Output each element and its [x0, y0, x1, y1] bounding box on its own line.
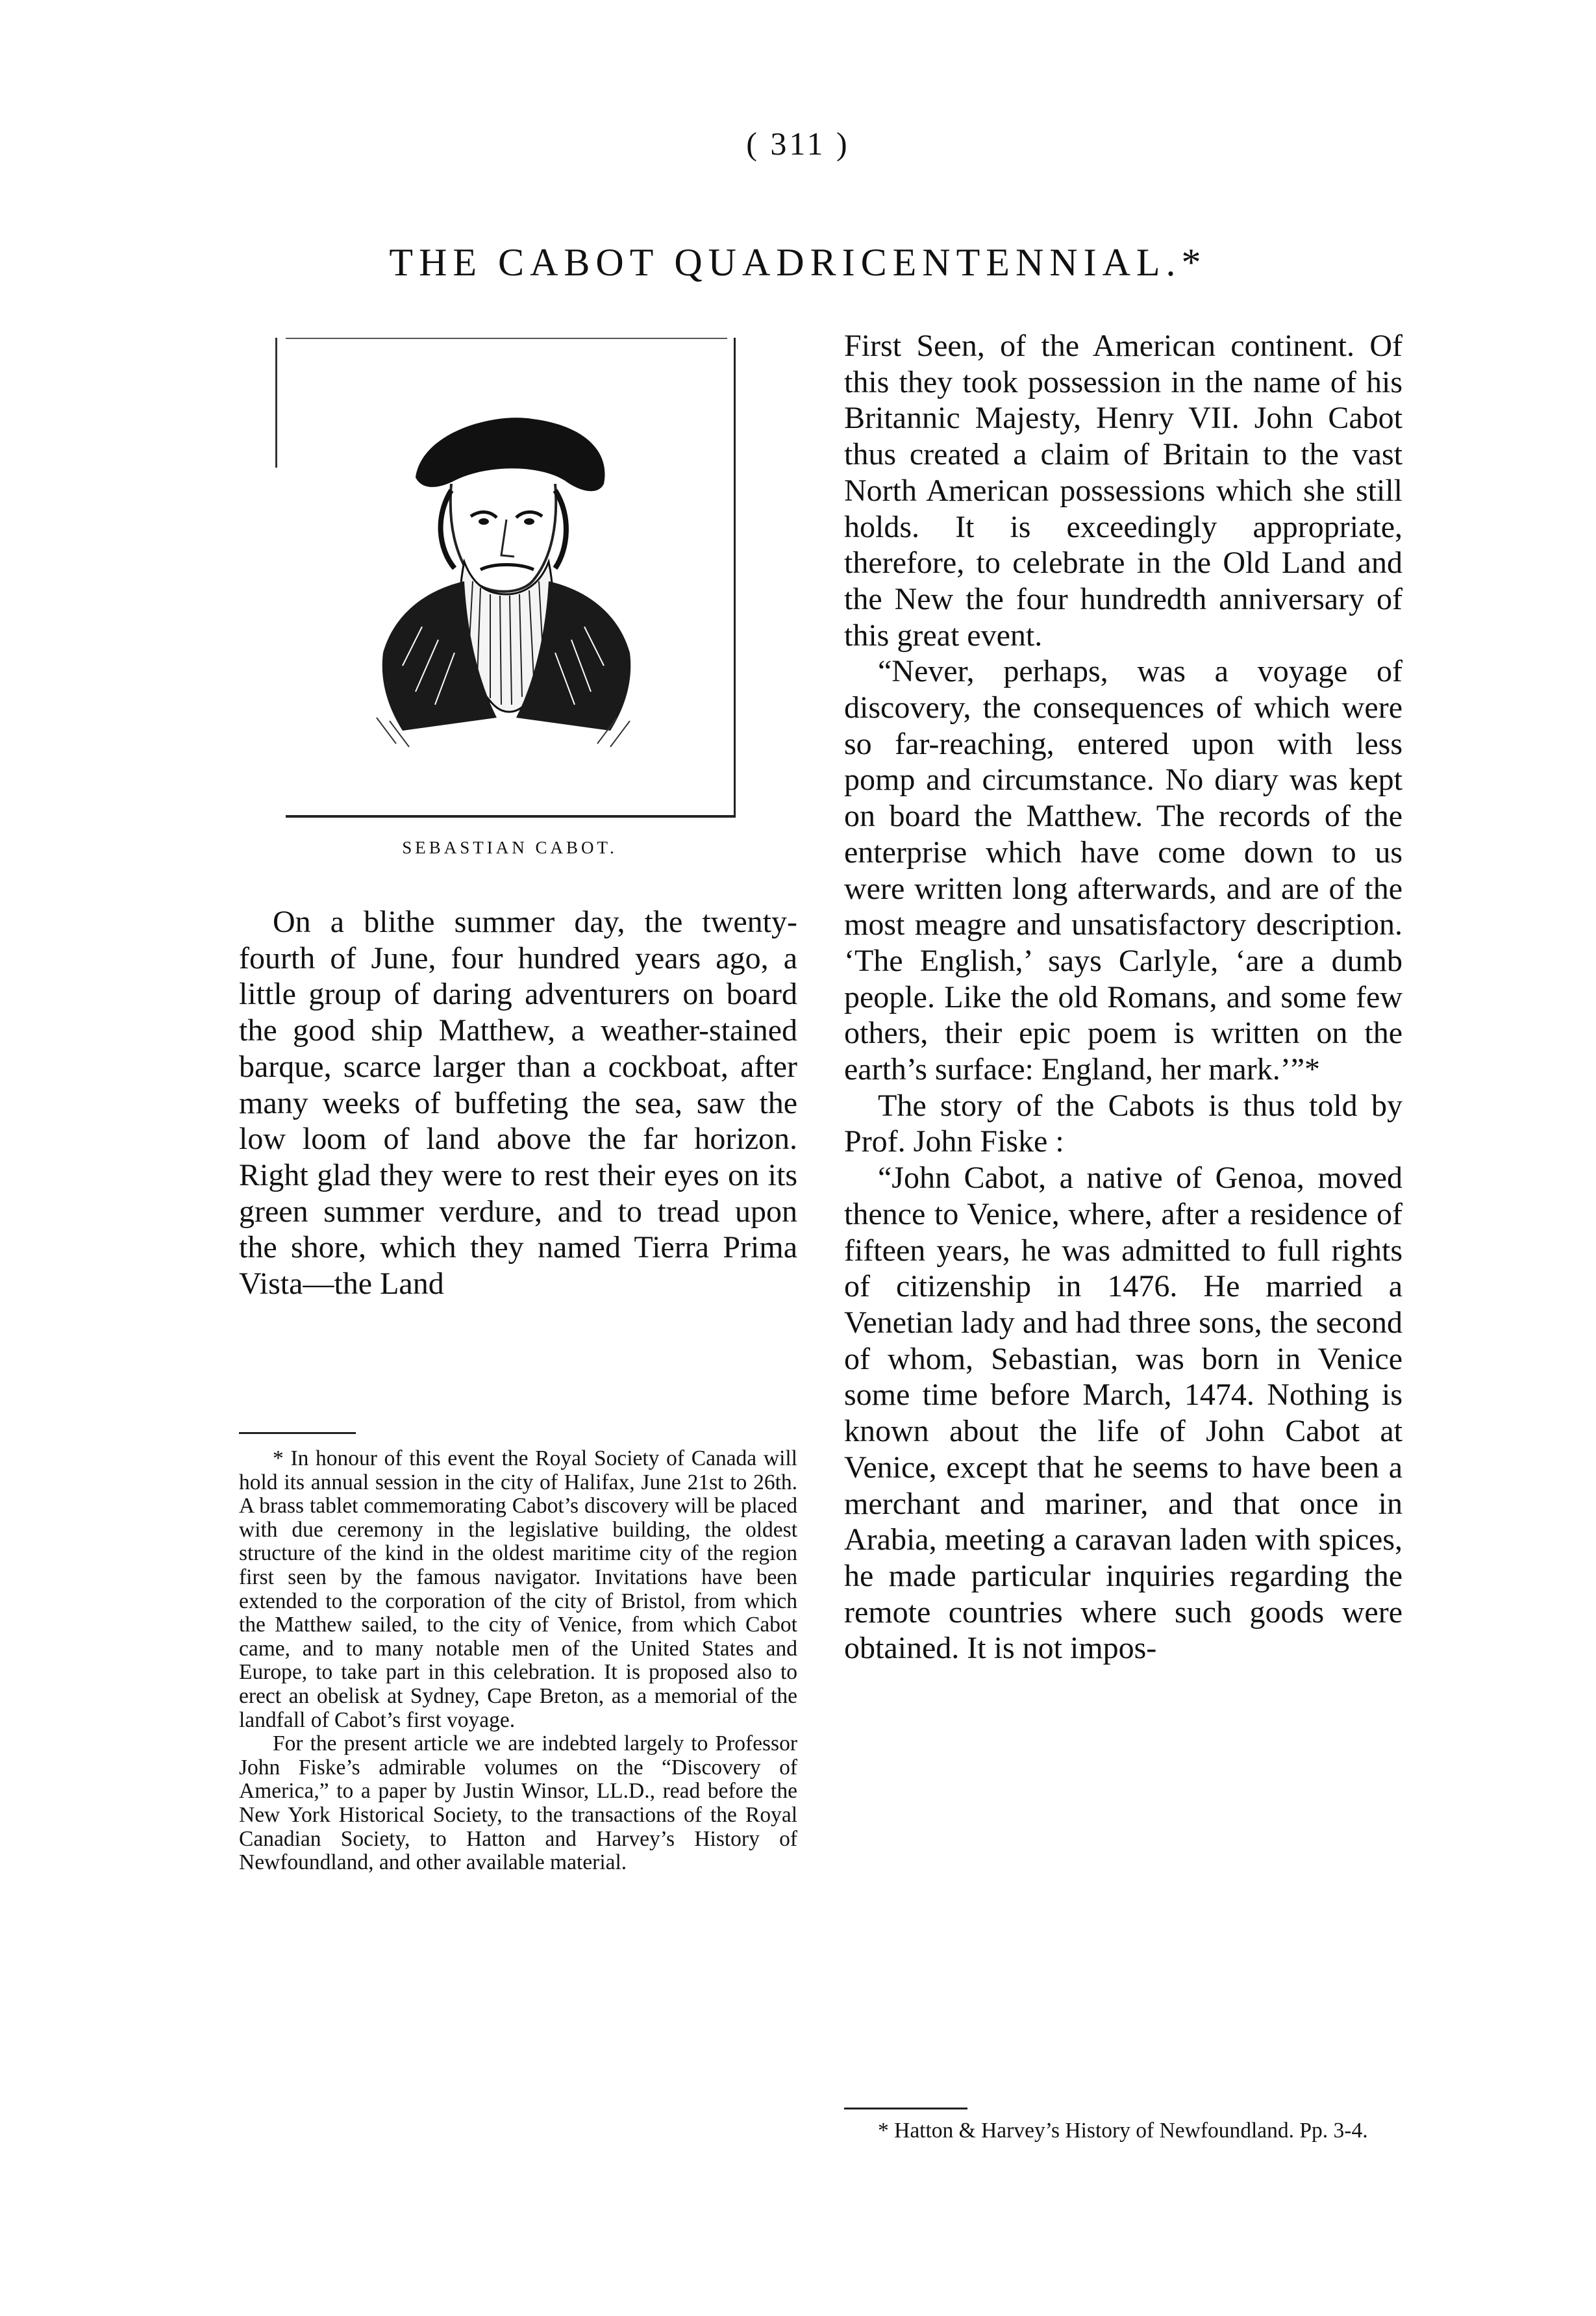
right-paragraph-1: First Seen, of the American continent. Of this they took possession in the name of his Britannic Majesty, Henry VII. John Cabot thus created a claim of Britain to the vast North American possessions which she still holds. It is exceedingly appropriate, therefore, to celebrate in the Old Land and the New the four hundredth anniversary of this great event.	[844, 329, 1403, 653]
right-footnote	[844, 2119, 1403, 2143]
figure-caption: SEBASTIAN CABOT.	[402, 838, 617, 857]
portrait-frame	[286, 338, 736, 818]
right-paragraph-2: “Never, perhaps, was a voyage of discovery, the consequences of which were so far-reaching, entered upon with less pomp and circumstance. No diary was kept on board the Matthew. The records of the enterprise which have come down to us were written long afterwards, and are of the most meagre and unsatisfactory description. ‘The English,’ says Carlyle, ‘are a dumb people. Like the old Romans, and some few others, their epic poem is written on the earth’s surface: England, her mark.’”*	[844, 654, 1403, 1087]
left-footnotes	[239, 1447, 797, 1875]
sebastian-cabot-portrait-icon	[325, 393, 688, 757]
page-number: ( 311 )	[746, 125, 850, 162]
left-footnote-rule	[239, 1432, 356, 1434]
right-column	[844, 328, 1403, 1667]
left-column	[239, 904, 797, 1302]
footnote-left-1: * In honour of this event the Royal Society of Canada will hold its annual session in the city of Halifax, June 21st to 26th. A brass tablet commemorating Cabot’s discovery will be placed with due ceremony in the legislative building, the oldest structure of the kind in the oldest maritime city of the region first seen by the famous navigator. Invitations have been extended to the corporation of the city of Bristol, from which the Matthew sailed, to the city of Venice, from which Cabot came, and to many notable men of the United States and Europe, to take part in this celebration. It is proposed also to erect an obelisk at Sydney, Cape Breton, as a memorial of the landfall of Cabot’s first voyage.	[239, 1446, 797, 1732]
frame-top-rule	[286, 338, 727, 339]
right-footnote-rule	[844, 2108, 967, 2109]
left-paragraph: On a blithe summer day, the twenty-fourth of June, four hundred years ago, a little group of daring adventurers on board the good ship Matthew, a weather-stained barque, scarce larger than a cockboat, after many weeks of buffeting the sea, saw the low loom of land above the far horizon. Right glad they were to rest their eyes on its green summer verdure, and to tread upon the shore, which they named Tierra Prima Vista—the Land	[239, 905, 797, 1302]
footnote-left-2: For the present article we are indebted largely to Professor John Fiske’s admirable volumes on the “Discovery of America,” to a paper by Justin Winsor, LL.D., read before the New York Historical Society, to the transactions of the Royal Canadian Society, to Hatton and Harvey’s History of Newfoundland, and other available material.	[239, 1731, 797, 1875]
frame-left-tick	[275, 338, 277, 468]
footnote-right-1: * Hatton & Harvey’s History of Newfoundland. Pp. 3-4.	[878, 2119, 1368, 2143]
right-paragraph-3: The story of the Cabots is thus told by Prof. John Fiske :	[844, 1088, 1403, 1159]
right-paragraph-4: “John Cabot, a native of Genoa, moved thence to Venice, where, after a residence of fifteen years, he was admitted to full rights of citizenship in 1476. He married a Venetian lady and had three sons, the second of whom, Sebastian, was born in Venice some time before March, 1474. Nothing is known about the life of John Cabot at Venice, except that he seems to have been a merchant and mariner, and that once in Arabia, meeting a caravan laden with spices, he made particular inquiries regarding the remote countries where such goods were obtained. It is not impos-	[844, 1161, 1403, 1666]
article-title: THE CABOT QUADRICENTENNIAL.*	[389, 241, 1207, 284]
